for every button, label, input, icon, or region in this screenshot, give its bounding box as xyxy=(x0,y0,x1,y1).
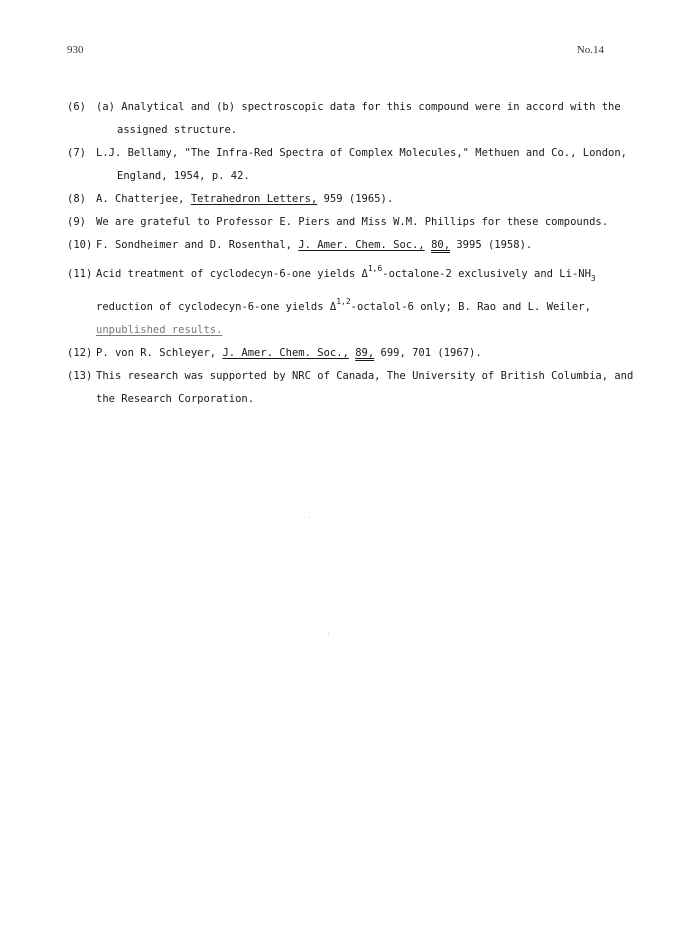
reference-author: P. von R. Schleyer, xyxy=(96,347,217,359)
subscript: 3 xyxy=(590,274,596,283)
reference-9 xyxy=(67,211,607,234)
reference-number: (11) xyxy=(67,268,93,280)
reference-number: (13) xyxy=(67,370,93,382)
reference-6 xyxy=(67,96,621,142)
reference-number: (12) xyxy=(67,347,93,359)
journal-title: J. Amer. Chem. Soc., xyxy=(222,347,349,359)
reference-number: (7) xyxy=(67,147,86,159)
reference-text: -octalone-2 exclusively and Li-NH xyxy=(382,268,591,280)
reference-number: (8) xyxy=(67,193,86,205)
reference-number: (10) xyxy=(67,239,93,251)
reference-8 xyxy=(67,188,607,211)
reference-text: -octalol-6 only; B. Rao and L. Weiler, xyxy=(350,301,591,313)
reference-12 xyxy=(67,342,607,365)
reference-text: England, 1954, p. 42. xyxy=(117,170,250,182)
reference-author: F. Sondheimer and D. Rosenthal, xyxy=(96,239,292,251)
journal-title: J. Amer. Chem. Soc., xyxy=(298,239,425,251)
reference-text: the Research Corporation. xyxy=(96,393,255,405)
superscript: 1,2 xyxy=(336,297,351,306)
page-number: 930 xyxy=(67,44,84,56)
reference-text: We are grateful to Professor E. Piers and Miss W.M. Phillips for these compounds. xyxy=(96,216,609,228)
scan-speck xyxy=(328,633,329,634)
reference-citation: 3995 (1958). xyxy=(456,239,533,251)
reference-citation: 959 (1965). xyxy=(323,193,394,205)
superscript: 1,6 xyxy=(367,264,383,273)
reference-text: assigned structure. xyxy=(117,124,238,136)
reference-text: reduction of cyclodecyn-6-one yields Δ xyxy=(96,301,337,313)
issue-number: No.14 xyxy=(576,44,604,56)
reference-11 xyxy=(67,257,607,342)
reference-author: A. Chatterjee, xyxy=(96,193,185,205)
reference-citation: 699, 701 (1967). xyxy=(380,347,482,359)
journal-volume: 80, xyxy=(431,239,451,251)
journal-volume: 89, xyxy=(355,347,375,359)
reference-13 xyxy=(67,365,634,411)
journal-title: Tetrahedron Letters, xyxy=(190,193,318,205)
scan-speck xyxy=(309,517,310,518)
reference-10 xyxy=(67,234,607,257)
reference-text: This research was supported by NRC of Canada, The University of British Columbia, and xyxy=(96,370,634,382)
reference-number: (9) xyxy=(67,216,86,228)
reference-number: (6) xyxy=(67,101,86,113)
references-list xyxy=(67,96,634,411)
reference-text: L.J. Bellamy, "The Infra-Red Spectra of Complex Molecules," Methuen and Co., London, xyxy=(96,147,628,159)
reference-text: (a) Analytical and (b) spectroscopic data for this compound were in accord with the xyxy=(96,101,621,113)
reference-text: Acid treatment of cyclodecyn-6-one yields Δ xyxy=(96,268,368,280)
reference-text: unpublished results. xyxy=(96,324,223,336)
reference-7 xyxy=(67,142,628,188)
